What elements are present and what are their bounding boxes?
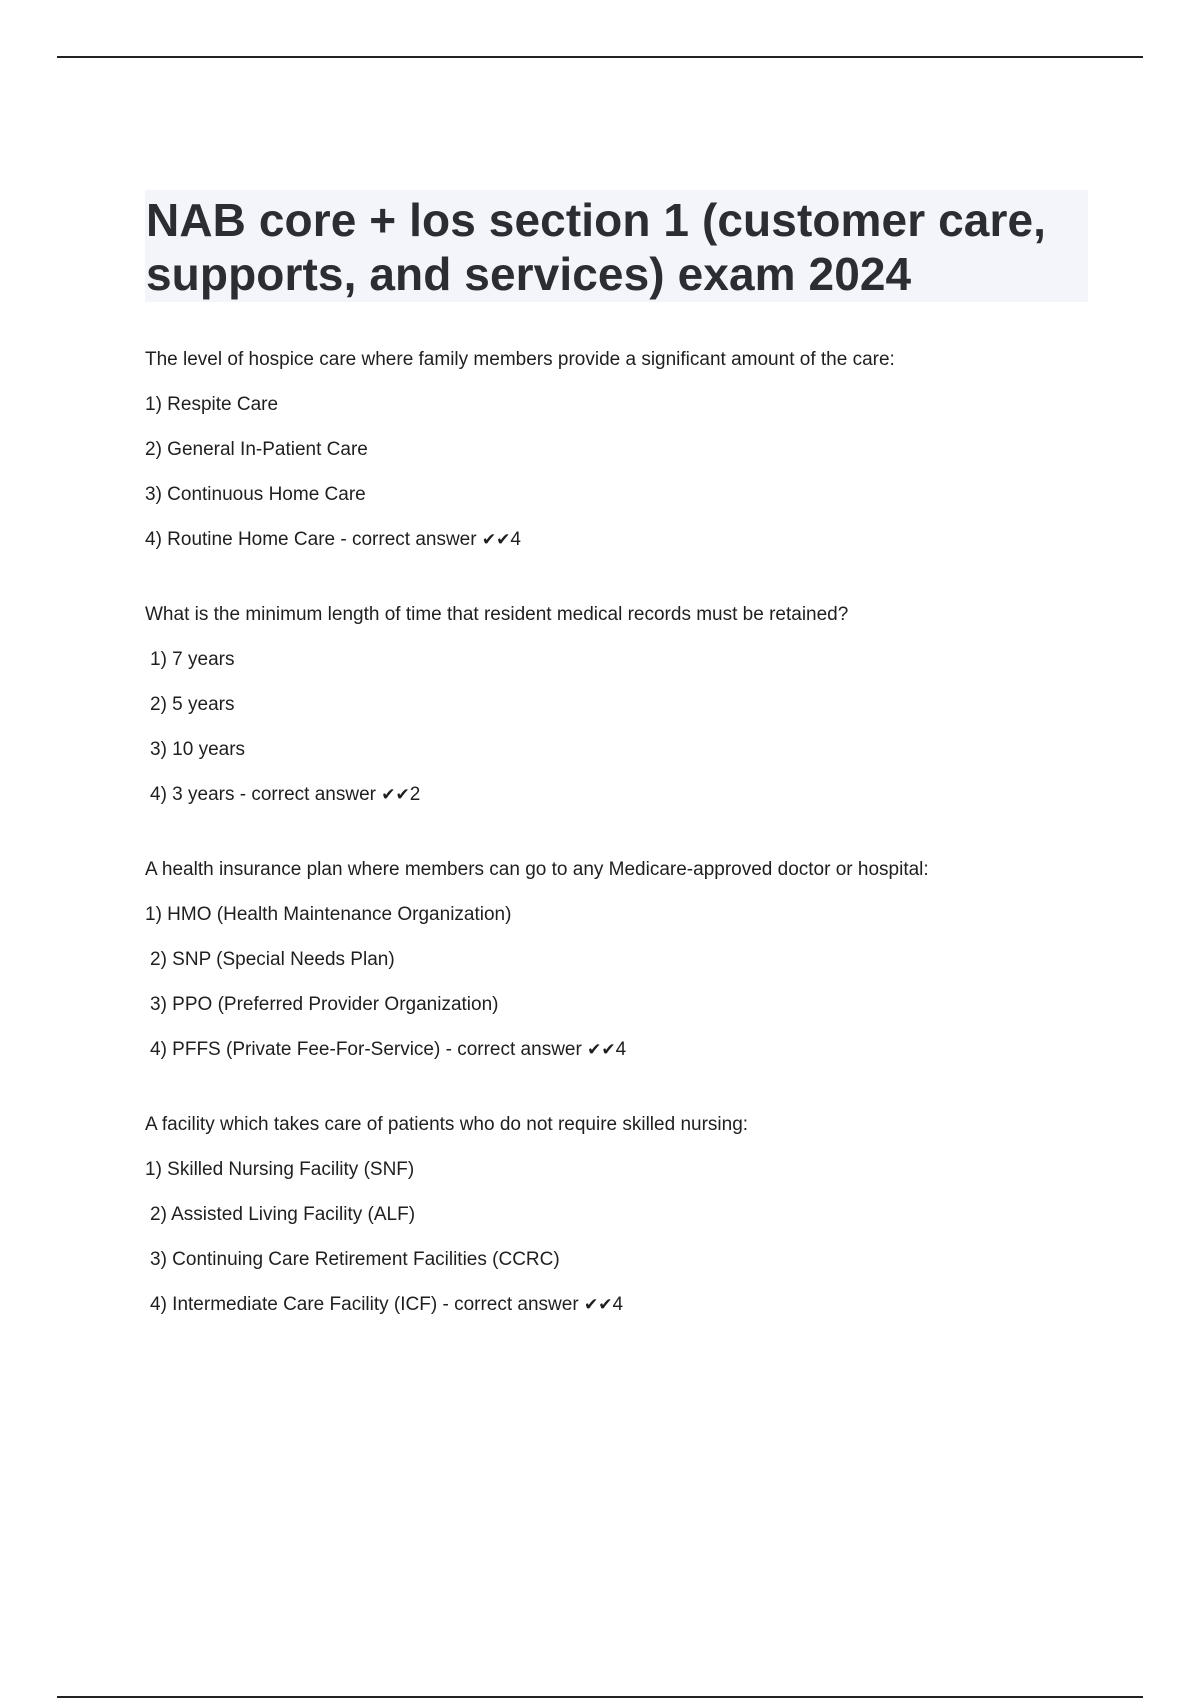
option-3: 3) Continuous Home Care [145, 484, 366, 505]
question-1 [145, 345, 1105, 555]
option-3: 3) Continuing Care Retirement Facilities (CCRC) [150, 1249, 560, 1270]
answer-value: 4 [615, 1039, 627, 1060]
answer-value: 4 [612, 1294, 624, 1315]
question-4 [145, 1110, 1105, 1320]
question-3 [145, 855, 1105, 1065]
option-label: 4) Routine Home Care - correct answer [145, 529, 477, 550]
double-check-icon: ✔✔ [583, 1295, 613, 1315]
option-3: 3) 10 years [150, 739, 246, 760]
question-2 [145, 600, 1105, 810]
option-4-correct [145, 780, 1105, 810]
option-2: 2) General In-Patient Care [145, 439, 368, 460]
footer-rule [57, 1696, 1143, 1698]
option-1: 1) HMO (Health Maintenance Organization) [145, 904, 512, 925]
option-4-correct [145, 525, 1105, 555]
question-list [145, 345, 1105, 1365]
document-title: NAB core + los section 1 (customer care, supports, and services) exam 2024 [146, 194, 1047, 300]
option-1: 1) 7 years [150, 649, 235, 670]
option-4-correct [145, 1035, 1105, 1065]
question-text: A health insurance plan where members can go to any Medicare-approved doctor or hospital: [145, 859, 929, 880]
double-check-icon: ✔✔ [587, 1040, 616, 1060]
option-label: 4) 3 years - correct answer [150, 784, 376, 805]
title-block [145, 190, 1088, 302]
option-label: 4) PFFS (Private Fee-For-Service) - correct answer [150, 1039, 582, 1060]
option-2: 2) Assisted Living Facility (ALF) [150, 1204, 416, 1225]
double-check-icon: ✔✔ [481, 530, 511, 550]
question-text: The level of hospice care where family members provide a significant amount of the care: [145, 349, 895, 370]
option-2: 2) SNP (Special Needs Plan) [150, 949, 395, 970]
question-text: A facility which takes care of patients who do not require skilled nursing: [145, 1114, 749, 1135]
option-4-correct [145, 1290, 1105, 1320]
option-label: 4) Intermediate Care Facility (ICF) - correct answer [150, 1294, 579, 1315]
option-1: 1) Respite Care [145, 394, 279, 415]
option-1: 1) Skilled Nursing Facility (SNF) [145, 1159, 415, 1180]
question-text: What is the minimum length of time that resident medical records must be retained? [145, 604, 849, 625]
double-check-icon: ✔✔ [381, 785, 410, 805]
answer-value: 4 [510, 529, 521, 550]
option-3: 3) PPO (Preferred Provider Organization) [150, 994, 499, 1015]
header-rule [57, 56, 1143, 58]
answer-value: 2 [409, 784, 421, 805]
option-2: 2) 5 years [150, 694, 235, 715]
